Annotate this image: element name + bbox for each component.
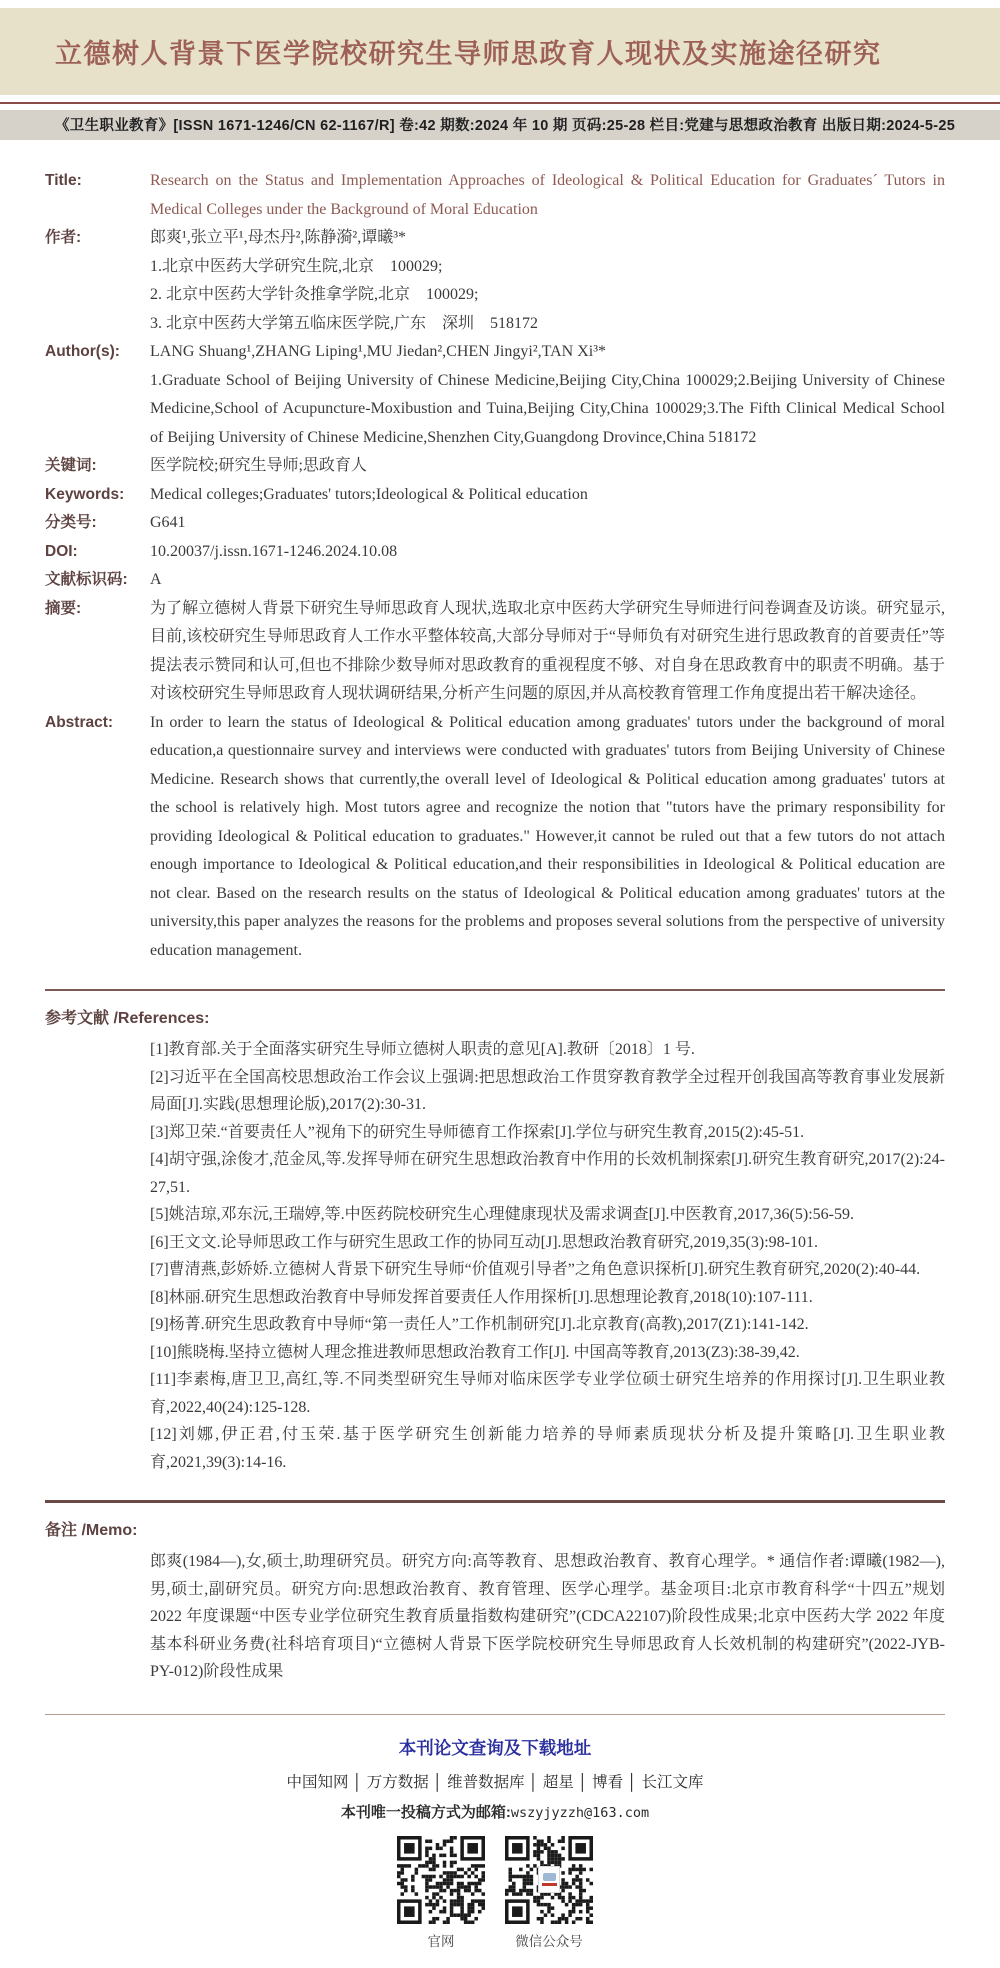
reference-item: [7]曹清燕,彭娇娇.立德树人背景下研究生导师“价值观引导者”之角色意识探析[J].研究生教育研究,2020(2):40-44. [150,1261,921,1278]
authors-en-label: Author(s): [45,343,120,360]
clc-label: 分类号: [45,514,97,531]
qr-wechat [505,1836,593,1924]
title-value: Research on the Status and Implementation Approaches of Ideological & Political Education for Graduates´ Tutors in Medical Colleges under the Background of Moral Education [150,172,945,218]
qr-official-site-label: 官网 [427,1933,455,1949]
reference-item: [11]李素梅,唐卫卫,高红,等.不同类型研究生导师对临床医学专业学位硕士研究生培养的作用探讨[J].卫生职业教育,2022,40(24):125-128. [150,1371,945,1416]
database-list: 中国知网 │ 万方数据 │ 维普数据库 │ 超星 │ 博看 │ 长江文库 [286,1773,704,1791]
doi-label: DOI: [45,542,78,560]
reference-item: [6]王文文.论导师思政工作与研究生思政工作的协同互动[J].思想政治教育研究,2019,35(3):98-101. [150,1233,818,1251]
memo-body [45,1548,945,1686]
meta-row-title [45,167,945,224]
reference-item: [12]刘娜,伊正君,付玉荣.基于医学研究生创新能力培养的导师素质现状分析及提升策略[J].卫生职业教育,2021,39(3):14-16. [150,1426,945,1471]
meta-row-authors-cn [45,224,945,338]
meta-row-keywords-en [45,481,945,510]
authors-en-affil: 1.Graduate School of Beijing University of Chinese Medicine,Beijing City,China 100029;2.Beijing University of Chinese Medicine,School of Acupuncture-Moxibustion and Tuina,Beijing City,China 100029;3.The Fifth Clinical Medical School of Beijing University of Chinese Medicine,Shenzhen City,Guangdong Drovince,China 518172 [150,371,945,446]
qr-row [45,1836,945,1924]
article-title-banner [0,8,1000,95]
memo-divider [45,1500,945,1503]
meta-row-keywords-cn [45,452,945,481]
banner-divider [0,102,1000,104]
reference-item: [1]教育部.关于全面落实研究生导师立德树人职责的意见[A].教研〔2018〕1 号. [150,1041,695,1058]
abstract-en-label: Abstract: [45,713,114,731]
clc-value: G641 [150,514,186,531]
article-meta [0,140,1000,1968]
doc-code-value: A [150,571,162,588]
keywords-cn-label: 关键词: [45,457,97,474]
authors-cn-affil-1: 1.北京中医药大学研究生院,北京 100029; [150,257,443,275]
title-label: Title: [45,172,82,189]
doi-value: 10.20037/j.issn.1671-1246.2024.10.08 [150,542,398,560]
meta-row-authors-en [45,338,945,452]
meta-row-doi [45,538,945,567]
authors-cn-names: 郎爽¹,张立平¹,母杰丹²,陈静漪²,谭曦³* [150,229,406,246]
keywords-en-value: Medical colleges;Graduates' tutors;Ideological & Political education [150,485,588,503]
wechat-logo-icon [538,1866,560,1893]
meta-row-clc [45,509,945,538]
references-list [45,1036,945,1476]
reference-item: [10]熊晓梅.坚持立德树人理念推进教师思想政治教育工作[J]. 中国高等教育,2013(Z3):38-39,42. [150,1343,800,1361]
abstract-en-value: In order to learn the status of Ideological & Political education among graduates' tutors under the background of moral education,a questionnaire survey and interviews were conducted with graduates' tutors from Beijing University of Chinese Medicine. Research shows that currently,the overall level of Ideological & Political education among graduates' tutors at the school is relatively high. Most tutors agree and recognize the notion that "tutors have the primary responsibility for providing Ideological & Political education to graduates." However,it cannot be ruled out that a few tutors do not attach enough importance to Ideological & Political education,and their responsibilities in Ideological & Political education are not clear. Based on the research results on the status of Ideological & Political education among graduates' tutors at the university,this paper analyzes the reasons for the problems and proposes several solutions from the perspective of university education management. [150,713,945,959]
doc-code-label: 文献标识码: [45,571,128,588]
article-title: 立德树人背景下医学院校研究生导师思政育人现状及实施途径研究 [55,39,882,69]
meta-row-doc-code [45,566,945,595]
references-divider [45,989,945,991]
reference-item: [8]林丽.研究生思想政治教育中导师发挥首要责任人作用探析[J].思想理论教育,2018(10):107-111. [150,1288,813,1306]
download-heading: 本刊论文查询及下载地址 [398,1737,592,1758]
reference-item: [5]姚洁琼,邓东沅,王瑞婷,等.中医药院校研究生心理健康现状及需求调查[J].中医教育,2017,36(5):56-59. [150,1206,854,1223]
authors-cn-label: 作者: [45,229,82,246]
reference-item: [4]胡守强,涂俊才,范金凤,等.发挥导师在研究生思想政治教育中作用的长效机制探索[J].研究生教育研究,2017(2):24-27,51. [150,1151,945,1196]
authors-cn-affil-2: 2. 北京中医药大学针灸推拿学院,北京 100029; [150,286,479,303]
reference-item: [3]郑卫荣.“首要责任人”视角下的研究生导师德育工作探索[J].学位与研究生教育,2015(2):45-51. [150,1123,805,1141]
qr-wechat-label: 微信公众号 [515,1933,583,1949]
references-heading: 参考文献 /References: [45,1010,210,1027]
qr-labels [45,1930,945,1968]
submission-email-note: 本刊唯一投稿方式为邮箱: [340,1803,511,1821]
keywords-en-label: Keywords: [45,485,125,503]
meta-row-abstract-cn [45,595,945,709]
authors-en-names: LANG Shuang¹,ZHANG Liping¹,MU Jiedan²,CHEN Jingyi²,TAN Xi³* [150,343,607,360]
memo-text: 郎爽(1984—),女,硕士,助理研究员。研究方向:高等教育、思想政治教育、教育心理学。* 通信作者:谭曦(1982—),男,硕士,副研究员。研究方向:思想政治教育、教育管理、医学心理学。基金项目:北京市教育科学“十四五”规划 2022 年度课题“中医专业学位研究生教育质量指数构建研究”(CDCA22107)阶段性成果;北京中医药大学 2022 年度基本科研业务费(社科培育项目)“立德树人背景下医学院校研究生导师思政育人长效机制的构建研究”(2022-JYB-PY-012)阶段性成果 [150,1553,945,1680]
qr-official-site [397,1836,485,1924]
keywords-cn-value: 医学院校;研究生导师;思政育人 [150,457,367,474]
footer [45,1735,945,1968]
authors-cn-value [150,224,945,338]
authors-en-value [150,338,945,452]
journal-info-bar: 《卫生职业教育》[ISSN 1671-1246/CN 62-1167/R] 卷:42 期数:2024 年 10 期 页码:25-28 栏目:党建与思想政治教育 出版日期:2024-5-25 [0,110,1000,140]
reference-item: [9]杨菁.研究生思政教育中导师“第一责任人”工作机制研究[J].北京教育(高教),2017(Z1):141-142. [150,1316,809,1333]
meta-row-abstract-en [45,709,945,966]
abstract-cn-label: 摘要: [45,599,82,617]
reference-item: [2]习近平在全国高校思想政治工作会议上强调:把思想政治工作贯穿教育教学全过程开创我国高等教育事业发展新局面[J].实践(思想理论版),2017(2):30-31. [150,1068,945,1113]
submission-email-line [45,1801,945,1822]
footer-divider [45,1714,945,1715]
abstract-cn-value: 为了解立德树人背景下研究生导师思政育人现状,选取北京中医药大学研究生导师进行问卷调查及访谈。研究显示,目前,该校研究生导师思政育人工作水平整体较高,大部分导师对于“导师负有对研究生进行思政教育的首要责任”等提法表示赞同和认可,但也不排除少数导师对思政教育的重视程度不够、对自身在思政教育中的职责不明确。基于对该校研究生导师思政育人现状调研结果,分析产生问题的原因,并从高校教育管理工作角度提出若干解决途径。 [150,599,945,702]
submission-email: wszyjyzzh@163.com [510,1804,650,1821]
memo-heading: 备注 /Memo: [45,1522,138,1539]
authors-cn-affil-3: 3. 北京中医药大学第五临床医学院,广东 深圳 518172 [150,314,539,332]
